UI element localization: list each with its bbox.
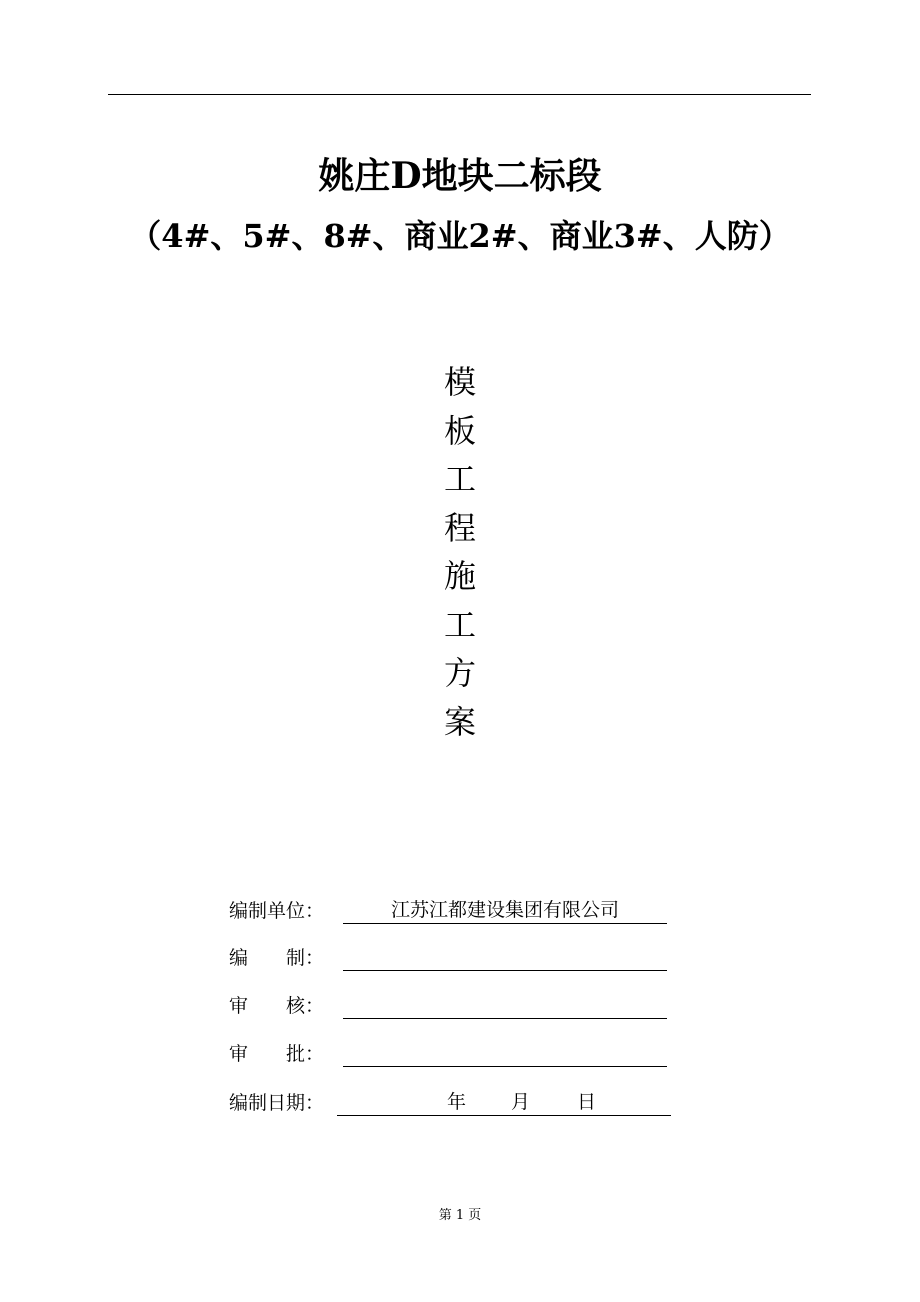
unit-field: 江苏江都建设集团有限公司 (343, 897, 667, 924)
document-title-char: 方 (443, 654, 476, 692)
reviewer-label: 审 核： (229, 995, 325, 1017)
compiler-field (343, 944, 667, 971)
document-title-char: 工 (443, 460, 476, 498)
date-year-label: 年 (447, 1091, 467, 1113)
date-field (337, 1089, 671, 1116)
approver-field (343, 1040, 667, 1067)
project-title: 姚庄D地块二标段 (318, 155, 602, 197)
document-title-char: 施 (443, 557, 476, 595)
date-month-label: 月 (511, 1091, 531, 1113)
header-rule (108, 94, 811, 95)
document-title-char: 案 (443, 702, 476, 741)
approver-label: 审 批： (229, 1043, 325, 1065)
document-title-char: 工 (443, 605, 476, 644)
date-label: 编制日期： (229, 1092, 325, 1114)
reviewer-field (343, 992, 667, 1019)
document-title-char: 程 (443, 508, 476, 547)
compiler-label: 编 制： (229, 947, 325, 969)
date-day-label: 日 (577, 1091, 597, 1113)
project-subtitle: （4#、5#、8#、商业2#、商业3#、人防） (129, 217, 791, 255)
document-title-vertical (436, 358, 484, 746)
unit-label: 编制单位： (229, 900, 325, 922)
document-title-char: 板 (443, 411, 476, 450)
document-title-char: 模 (443, 363, 476, 401)
page-number: 第 1 页 (438, 1208, 482, 1223)
